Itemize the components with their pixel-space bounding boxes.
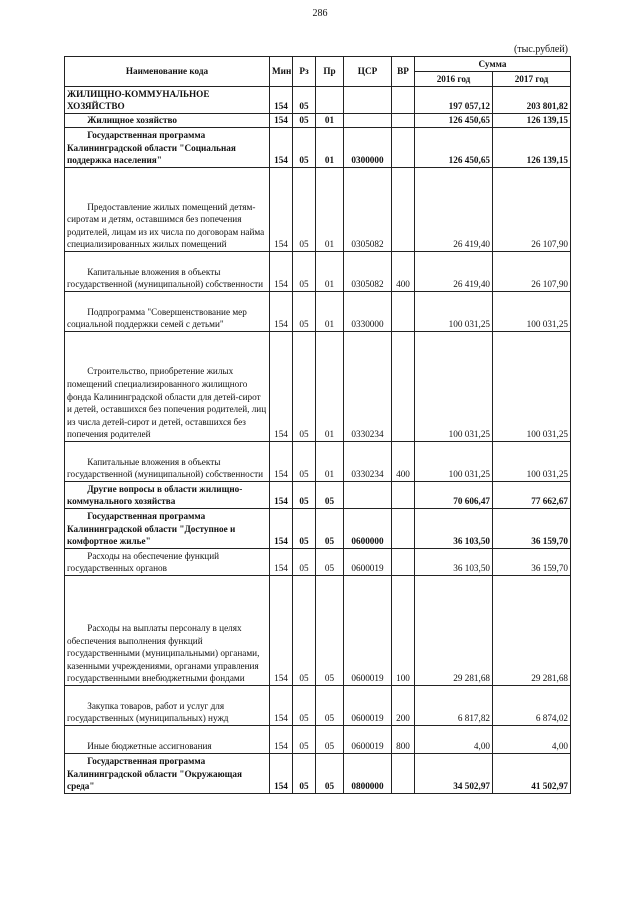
cell-2016: 126 450,65 xyxy=(415,114,493,128)
header-2016: 2016 год xyxy=(415,72,493,87)
cell-min: 154 xyxy=(270,686,293,726)
cell-name: Иные бюджетные ассигнования xyxy=(65,726,270,754)
cell-pr: 01 xyxy=(316,168,344,252)
cell-vr xyxy=(392,549,415,576)
cell-csr: 0300000 xyxy=(344,128,392,168)
cell-name: Государственная программа Калининградской области "Окружающая среда" xyxy=(65,754,270,794)
cell-name: Строительство, приобретение жилых помещений специализированного жилищного фонда Калининградской области для детей-сирот и детей, оставшихся без попечения родителей, лиц из числа детей-сирот и детей, оставшихся без попечения родителей xyxy=(65,332,270,442)
cell-pr: 05 xyxy=(316,726,344,754)
cell-vr xyxy=(392,482,415,509)
cell-vr: 100 xyxy=(392,576,415,686)
cell-csr: 0600000 xyxy=(344,509,392,549)
cell-name: Предоставление жилых помещений детям-сиротам и детям, оставшимся без попечения родителей, лицам из их числа по договорам найма специализированных жилых помещений xyxy=(65,168,270,252)
cell-csr xyxy=(344,87,392,114)
cell-min: 154 xyxy=(270,292,293,332)
cell-name: Расходы на выплаты персоналу в целях обеспечения выполнения функций государственными (муниципальными) органами, казенными учреждениями, органами управления государственными внебюджетными фондами xyxy=(65,576,270,686)
header-2017: 2017 год xyxy=(493,72,571,87)
table-row xyxy=(65,686,571,726)
cell-pr: 05 xyxy=(316,549,344,576)
cell-pr: 05 xyxy=(316,509,344,549)
cell-vr xyxy=(392,754,415,794)
cell-2016: 126 450,65 xyxy=(415,128,493,168)
cell-min: 154 xyxy=(270,252,293,292)
cell-2016: 36 103,50 xyxy=(415,549,493,576)
cell-2016: 26 419,40 xyxy=(415,168,493,252)
cell-rz: 05 xyxy=(293,686,316,726)
cell-rz: 05 xyxy=(293,576,316,686)
cell-name: Подпрограмма "Совершенствование мер социальной поддержки семей с детьми" xyxy=(65,292,270,332)
cell-rz: 05 xyxy=(293,442,316,482)
cell-csr: 0600019 xyxy=(344,576,392,686)
cell-2016: 36 103,50 xyxy=(415,509,493,549)
table-row xyxy=(65,252,571,292)
cell-name: Закупка товаров, работ и услуг для государственных (муниципальных) нужд xyxy=(65,686,270,726)
cell-vr: 800 xyxy=(392,726,415,754)
cell-rz: 05 xyxy=(293,726,316,754)
table-row xyxy=(65,168,571,252)
cell-2017: 26 107,90 xyxy=(493,168,571,252)
cell-min: 154 xyxy=(270,754,293,794)
cell-pr xyxy=(316,87,344,114)
page-number: 286 xyxy=(312,8,328,19)
cell-name: ЖИЛИЩНО-КОММУНАЛЬНОЕ ХОЗЯЙСТВО xyxy=(65,87,270,114)
units-label: (тыс.рублей) xyxy=(513,44,568,55)
header-csr: ЦСР xyxy=(344,57,392,87)
cell-pr: 05 xyxy=(316,576,344,686)
cell-min: 154 xyxy=(270,332,293,442)
cell-vr: 400 xyxy=(392,442,415,482)
cell-2017: 100 031,25 xyxy=(493,442,571,482)
table-row xyxy=(65,442,571,482)
cell-pr: 05 xyxy=(316,686,344,726)
cell-2017: 41 502,97 xyxy=(493,754,571,794)
cell-name: Государственная программа Калининградской области "Доступное и комфортное жилье" xyxy=(65,509,270,549)
cell-rz: 05 xyxy=(293,128,316,168)
cell-2016: 34 502,97 xyxy=(415,754,493,794)
cell-2016: 197 057,12 xyxy=(415,87,493,114)
cell-min: 154 xyxy=(270,128,293,168)
cell-csr xyxy=(344,114,392,128)
cell-2017: 126 139,15 xyxy=(493,114,571,128)
table-row xyxy=(65,549,571,576)
cell-2016: 29 281,68 xyxy=(415,576,493,686)
table-row xyxy=(65,87,571,114)
cell-2017: 36 159,70 xyxy=(493,549,571,576)
table-row xyxy=(65,128,571,168)
cell-2017: 29 281,68 xyxy=(493,576,571,686)
header-name: Наименование кода xyxy=(65,57,270,87)
cell-csr: 0800000 xyxy=(344,754,392,794)
header-rz: Рз xyxy=(293,57,316,87)
cell-2016: 4,00 xyxy=(415,726,493,754)
cell-min: 154 xyxy=(270,509,293,549)
budget-table xyxy=(64,56,571,794)
cell-2017: 203 801,82 xyxy=(493,87,571,114)
table-row xyxy=(65,114,571,128)
cell-rz: 05 xyxy=(293,114,316,128)
cell-pr: 01 xyxy=(316,332,344,442)
header-sum: Сумма xyxy=(415,57,571,72)
cell-name: Жилищное хозяйство xyxy=(65,114,270,128)
cell-2017: 4,00 xyxy=(493,726,571,754)
cell-min: 154 xyxy=(270,549,293,576)
cell-name: Расходы на обеспечение функций государственных органов xyxy=(65,549,270,576)
cell-rz: 05 xyxy=(293,292,316,332)
cell-rz: 05 xyxy=(293,482,316,509)
cell-vr: 200 xyxy=(392,686,415,726)
cell-csr: 0330234 xyxy=(344,442,392,482)
cell-2016: 6 817,82 xyxy=(415,686,493,726)
table-row xyxy=(65,576,571,686)
cell-pr: 01 xyxy=(316,292,344,332)
cell-csr: 0305082 xyxy=(344,252,392,292)
cell-2016: 100 031,25 xyxy=(415,442,493,482)
cell-pr: 05 xyxy=(316,482,344,509)
cell-2016: 100 031,25 xyxy=(415,332,493,442)
cell-min: 154 xyxy=(270,442,293,482)
cell-2017: 100 031,25 xyxy=(493,292,571,332)
cell-vr xyxy=(392,114,415,128)
cell-rz: 05 xyxy=(293,549,316,576)
cell-rz: 05 xyxy=(293,509,316,549)
table-row xyxy=(65,332,571,442)
cell-vr xyxy=(392,168,415,252)
cell-vr xyxy=(392,87,415,114)
cell-csr: 0600019 xyxy=(344,726,392,754)
cell-min: 154 xyxy=(270,726,293,754)
table-row xyxy=(65,292,571,332)
cell-2017: 77 662,67 xyxy=(493,482,571,509)
cell-rz: 05 xyxy=(293,252,316,292)
table-row xyxy=(65,509,571,549)
cell-pr: 05 xyxy=(316,754,344,794)
cell-2017: 26 107,90 xyxy=(493,252,571,292)
cell-rz: 05 xyxy=(293,754,316,794)
cell-csr: 0330000 xyxy=(344,292,392,332)
cell-csr xyxy=(344,482,392,509)
header-vr: ВР xyxy=(392,57,415,87)
cell-min: 154 xyxy=(270,482,293,509)
cell-2016: 70 606,47 xyxy=(415,482,493,509)
cell-pr: 01 xyxy=(316,442,344,482)
cell-2016: 26 419,40 xyxy=(415,252,493,292)
cell-vr: 400 xyxy=(392,252,415,292)
cell-pr: 01 xyxy=(316,252,344,292)
table-row xyxy=(65,754,571,794)
header-pr: Пр xyxy=(316,57,344,87)
cell-2017: 36 159,70 xyxy=(493,509,571,549)
cell-name: Капитальные вложения в объекты государственной (муниципальной) собственности xyxy=(65,252,270,292)
cell-2017: 126 139,15 xyxy=(493,128,571,168)
cell-csr: 0600019 xyxy=(344,549,392,576)
cell-name: Капитальные вложения в объекты государственной (муниципальной) собственности xyxy=(65,442,270,482)
cell-vr xyxy=(392,509,415,549)
cell-csr: 0600019 xyxy=(344,686,392,726)
table-row xyxy=(65,482,571,509)
cell-min: 154 xyxy=(270,87,293,114)
cell-name: Государственная программа Калининградской области "Социальная поддержка населения" xyxy=(65,128,270,168)
cell-rz: 05 xyxy=(293,168,316,252)
cell-rz: 05 xyxy=(293,87,316,114)
header-min: Мин xyxy=(270,57,293,87)
cell-pr: 01 xyxy=(316,128,344,168)
cell-min: 154 xyxy=(270,168,293,252)
cell-vr xyxy=(392,292,415,332)
cell-csr: 0330234 xyxy=(344,332,392,442)
cell-pr: 01 xyxy=(316,114,344,128)
cell-rz: 05 xyxy=(293,332,316,442)
cell-min: 154 xyxy=(270,576,293,686)
cell-2017: 6 874,02 xyxy=(493,686,571,726)
cell-vr xyxy=(392,332,415,442)
cell-min: 154 xyxy=(270,114,293,128)
cell-vr xyxy=(392,128,415,168)
table-row xyxy=(65,726,571,754)
cell-2016: 100 031,25 xyxy=(415,292,493,332)
cell-name: Другие вопросы в области жилищно-коммунального хозяйства xyxy=(65,482,270,509)
cell-2017: 100 031,25 xyxy=(493,332,571,442)
cell-csr: 0305082 xyxy=(344,168,392,252)
